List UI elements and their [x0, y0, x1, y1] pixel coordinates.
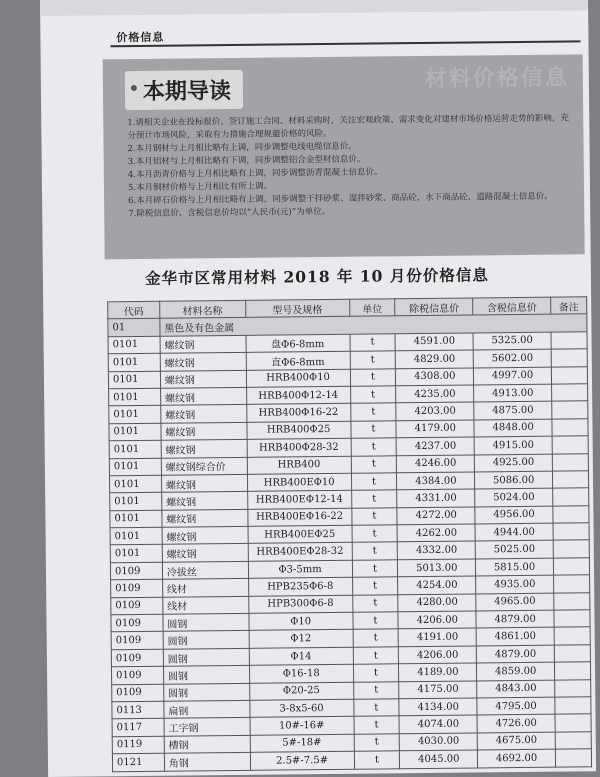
- cell-spec: HPB235Φ6-8: [248, 578, 352, 596]
- cell-code: 0117: [112, 719, 164, 737]
- cell-excl: 4206.00: [399, 646, 477, 664]
- cell-spec: HRB400Φ28-32: [247, 438, 351, 456]
- cell-code: 0101: [110, 493, 162, 511]
- cell-spec: HRB400EΦ28-32: [248, 543, 352, 561]
- cell-name: 螺纹钢: [161, 422, 247, 440]
- cell-excl: 4308.00: [396, 368, 474, 386]
- cell-remarks: [555, 679, 591, 697]
- cell-spec: HRB400Φ16-22: [246, 404, 350, 422]
- cell-unit: t: [353, 664, 399, 682]
- cell-unit: t: [353, 699, 399, 717]
- cell-incl: 5325.00: [473, 332, 551, 350]
- cell-unit: t: [353, 629, 399, 647]
- cell-code: 0109: [111, 597, 163, 615]
- cell-spec: Φ3-5mm: [248, 560, 352, 578]
- cell-code: 0101: [109, 475, 161, 493]
- cell-remarks: [551, 332, 587, 350]
- cell-remarks: [554, 627, 590, 645]
- cell-incl: 4956.00: [475, 506, 553, 524]
- cell-excl: 4332.00: [398, 541, 476, 559]
- cell-unit: t: [350, 351, 396, 369]
- cell-name: 螺纹钢综合价: [161, 457, 247, 475]
- cell-unit: t: [350, 403, 396, 421]
- cell-unit: t: [351, 455, 397, 473]
- cell-excl: 4829.00: [396, 350, 474, 368]
- cell-excl: 4254.00: [398, 576, 476, 594]
- section-header-label: 价格信息: [116, 30, 165, 45]
- cell-unit: t: [351, 438, 397, 456]
- cell-incl: 4859.00: [477, 662, 555, 680]
- cell-code: 0109: [111, 666, 163, 684]
- cell-remarks: [555, 749, 591, 767]
- cell-unit: t: [352, 594, 398, 612]
- header-code: 代码: [108, 301, 160, 319]
- cell-name: 槽钢: [164, 735, 250, 753]
- cell-spec: Φ16-18: [249, 664, 353, 682]
- cell-name: 线材: [163, 596, 249, 614]
- cell-excl: 4189.00: [399, 663, 477, 681]
- cell-spec: HRB400: [247, 456, 351, 474]
- cell-spec: HPB300Φ6-8: [248, 595, 352, 613]
- cell-spec: HRB400EΦ16-22: [247, 508, 351, 526]
- cell-name: 螺纹钢: [162, 526, 248, 544]
- intro-item: 4.本月沥青价格与上月相比略有上调，同步调整沥青混凝土信息价。: [127, 167, 383, 181]
- cell-incl: 5602.00: [473, 349, 551, 367]
- cell-name: 线材: [162, 579, 248, 597]
- cell-spec: HRB400Φ10: [246, 369, 350, 387]
- cell-code: 0109: [111, 614, 163, 632]
- cell-spec: 5#-18#: [250, 734, 354, 752]
- cell-remarks: [553, 523, 589, 541]
- cell-code: 0101: [108, 336, 160, 354]
- cell-unit: t: [351, 490, 397, 508]
- cell-incl: 5025.00: [475, 541, 553, 559]
- cell-name: 螺纹钢: [162, 509, 248, 527]
- cell-excl: 4272.00: [397, 507, 475, 525]
- cell-spec: Φ14: [249, 647, 353, 665]
- cell-spec: Φ20-25: [249, 682, 353, 700]
- cell-code: 0101: [110, 545, 162, 563]
- cell-incl: 5024.00: [475, 488, 553, 506]
- cell-unit: t: [351, 421, 397, 439]
- cell-excl: 4206.00: [398, 611, 476, 629]
- cell-excl: 4179.00: [396, 420, 474, 438]
- cell-name: 螺纹钢: [161, 492, 247, 510]
- cell-excl: 4235.00: [396, 385, 474, 403]
- cell-remarks: [552, 453, 588, 471]
- cell-name: 螺纹钢: [160, 353, 246, 371]
- cell-spec: HRB400EΦ12-14: [247, 491, 351, 509]
- cell-excl: 4237.00: [397, 437, 475, 455]
- cell-incl: 4875.00: [474, 402, 552, 420]
- table-row: [112, 749, 591, 771]
- cell-excl: 4384.00: [397, 472, 475, 490]
- header-remarks: 备注: [551, 297, 587, 315]
- cell-spec: HRB400EΦ10: [247, 473, 351, 491]
- cell-code: 0109: [111, 632, 163, 650]
- cell-unit: t: [350, 334, 396, 352]
- cell-code: 0101: [110, 527, 162, 545]
- intro-box: [103, 54, 585, 259]
- category-code: 01: [108, 319, 160, 337]
- cell-incl: 4915.00: [474, 436, 552, 454]
- cell-name: 角钢: [164, 752, 250, 770]
- cell-code: 0109: [110, 562, 162, 580]
- cell-unit: t: [350, 386, 396, 404]
- cell-code: 0121: [112, 753, 164, 771]
- cell-code: 0109: [111, 580, 163, 598]
- cell-unit: t: [354, 716, 400, 734]
- cell-spec: 10#-16#: [250, 717, 354, 735]
- cell-name: 圆钢: [163, 648, 249, 666]
- cell-name: 螺纹钢: [162, 544, 248, 562]
- cell-excl: 4191.00: [399, 628, 477, 646]
- header-price-excl-tax: 除税信息价: [395, 298, 473, 316]
- cell-excl: 4262.00: [397, 524, 475, 542]
- intro-list: [127, 112, 578, 221]
- header-rule: [110, 40, 580, 47]
- cell-name: 圆钢: [163, 683, 249, 701]
- cell-spec: 盘Φ6-8mm: [246, 334, 350, 352]
- cell-name: 螺纹钢: [161, 439, 247, 457]
- cell-name: 螺纹钢: [161, 405, 247, 423]
- cell-name: 冷拔丝: [162, 561, 248, 579]
- cell-excl: 4045.00: [400, 750, 478, 768]
- cell-spec: HRB400Φ25: [247, 421, 351, 439]
- cell-code: 0101: [109, 423, 161, 441]
- cell-incl: 4692.00: [478, 749, 556, 767]
- cell-code: 0101: [108, 353, 160, 371]
- cell-incl: 4726.00: [477, 715, 555, 733]
- cell-remarks: [554, 575, 590, 593]
- header-price-incl-tax: 含税信息价: [473, 297, 551, 315]
- cell-remarks: [552, 384, 588, 402]
- cell-code: 0101: [109, 406, 161, 424]
- cell-unit: t: [354, 734, 400, 752]
- cell-remarks: [554, 645, 590, 663]
- cell-excl: 4175.00: [399, 681, 477, 699]
- cell-incl: 4879.00: [476, 610, 554, 628]
- cell-incl: 4848.00: [474, 419, 552, 437]
- cell-remarks: [551, 366, 587, 384]
- cell-code: 0101: [109, 458, 161, 476]
- cell-unit: t: [351, 507, 397, 525]
- page-top-strip: [40, 0, 588, 16]
- intro-item: 2.本月钢材与上月相比略有上调，同步调整电线电缆信息价。: [127, 141, 357, 155]
- cell-excl: 5013.00: [398, 559, 476, 577]
- category-name: 黑色及有色金属: [160, 314, 587, 336]
- cell-remarks: [554, 592, 590, 610]
- cell-name: 圆钢: [163, 613, 249, 631]
- cell-remarks: [555, 714, 591, 732]
- cell-remarks: [552, 419, 588, 437]
- cell-remarks: [555, 697, 591, 715]
- cell-unit: t: [353, 612, 399, 630]
- price-table-title: 金华市区常用材料 2018 年 10 月份价格信息: [144, 265, 489, 288]
- cell-incl: 4997.00: [474, 367, 552, 385]
- cell-remarks: [553, 540, 589, 558]
- intro-item: 1.请相关企业在投标报价、签订施工合同、材料采购时，关注宏观政策、需求变化对建材市场价格运营走势的影响，充分预计市场风险，采取有力措施合理规避价格的风险。: [127, 113, 569, 142]
- intro-item: 6.本月碎石价格与上月相比略有上调，同步调整干拌砂浆、湿拌砂浆、商品砼、水下商品砼、道路混凝土信息价。: [128, 191, 553, 207]
- cell-remarks: [555, 732, 591, 750]
- cell-unit: t: [351, 473, 397, 491]
- cell-excl: 4074.00: [399, 715, 477, 733]
- cell-remarks: [553, 558, 589, 576]
- cell-excl: 4030.00: [400, 733, 478, 751]
- cell-name: 圆钢: [163, 666, 249, 684]
- cell-remarks: [552, 471, 588, 489]
- cell-excl: 4591.00: [395, 333, 473, 351]
- document-page: [40, 0, 596, 777]
- cell-incl: 4879.00: [477, 645, 555, 663]
- cell-excl: 4280.00: [398, 594, 476, 612]
- cell-code: 0109: [111, 649, 163, 667]
- cell-incl: 4675.00: [477, 732, 555, 750]
- cell-remarks: [553, 488, 589, 506]
- cell-incl: 4965.00: [476, 593, 554, 611]
- cell-excl: 4134.00: [399, 698, 477, 716]
- cell-incl: 4925.00: [475, 454, 553, 472]
- cell-spec: HRB400EΦ25: [248, 525, 352, 543]
- cell-code: 0101: [109, 388, 161, 406]
- cell-unit: t: [352, 560, 398, 578]
- cell-excl: 4331.00: [397, 489, 475, 507]
- cell-unit: t: [354, 751, 400, 769]
- intro-watermark: 材料价格信息: [424, 64, 569, 92]
- cell-code: 0109: [112, 684, 164, 702]
- price-table: [107, 296, 592, 772]
- cell-name: 螺纹钢: [160, 335, 246, 353]
- cell-spec: Φ10: [249, 612, 353, 630]
- cell-name: 圆钢: [163, 631, 249, 649]
- cell-incl: 4795.00: [477, 697, 555, 715]
- cell-unit: t: [350, 368, 396, 386]
- cell-incl: 4944.00: [475, 523, 553, 541]
- cell-incl: 5086.00: [475, 471, 553, 489]
- intro-item: 3.本月铝材与上月相比略有下调，同步调整铝合金型材信息价。: [127, 154, 366, 168]
- cell-unit: t: [353, 681, 399, 699]
- header-unit: 单位: [349, 299, 395, 317]
- cell-incl: 5815.00: [476, 558, 554, 576]
- cell-code: 0101: [110, 510, 162, 528]
- cell-spec: 2.5#-7.5#: [250, 751, 354, 769]
- cell-spec: 3-8x5-60: [250, 699, 354, 717]
- cell-spec: Φ12: [249, 630, 353, 648]
- cell-code: 0119: [112, 736, 164, 754]
- header-name: 材料名称: [159, 300, 245, 318]
- cell-remarks: [551, 349, 587, 367]
- cell-unit: t: [352, 577, 398, 595]
- cell-incl: 4935.00: [476, 575, 554, 593]
- cell-remarks: [554, 610, 590, 628]
- cell-code: 0101: [109, 440, 161, 458]
- cell-remarks: [552, 436, 588, 454]
- header-spec: 型号及规格: [245, 299, 349, 317]
- cell-name: 扁钢: [164, 700, 250, 718]
- cell-excl: 4203.00: [396, 402, 474, 420]
- intro-title: 本期导读: [125, 70, 243, 110]
- cell-unit: t: [353, 647, 399, 665]
- cell-spec: 直Φ6-8mm: [246, 351, 350, 369]
- cell-code: 0101: [108, 371, 160, 389]
- cell-name: 螺纹钢: [161, 474, 247, 492]
- cell-unit: t: [352, 525, 398, 543]
- cell-name: 螺纹钢: [160, 387, 246, 405]
- cell-remarks: [553, 505, 589, 523]
- cell-name: 工字钢: [164, 718, 250, 736]
- cell-spec: HRB400Φ12-14: [246, 386, 350, 404]
- cell-remarks: [552, 401, 588, 419]
- cell-incl: 4843.00: [477, 680, 555, 698]
- cell-excl: 4246.00: [397, 454, 475, 472]
- cell-code: 0113: [112, 701, 164, 719]
- cell-incl: 4913.00: [474, 384, 552, 402]
- cell-name: 螺纹钢: [160, 370, 246, 388]
- intro-item: 5.本月铜材价格与上月相比有所上调。: [127, 181, 273, 194]
- cell-remarks: [554, 662, 590, 680]
- cell-unit: t: [352, 542, 398, 560]
- cell-incl: 4861.00: [476, 628, 554, 646]
- intro-item: 7.除税信息价、含税信息价均以“人民币(元)”为单位。: [128, 206, 331, 220]
